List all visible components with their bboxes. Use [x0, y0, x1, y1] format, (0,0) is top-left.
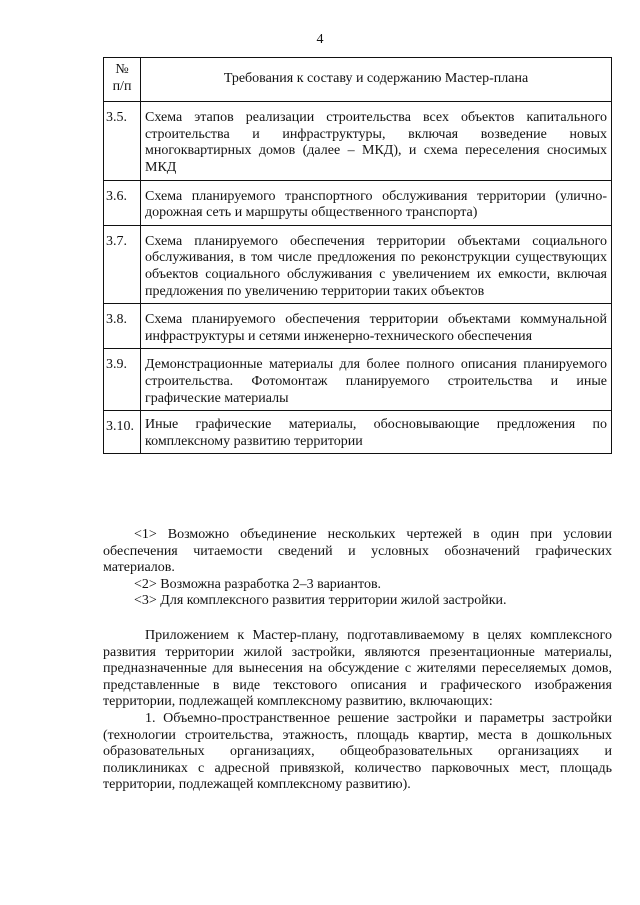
paragraph: 1. Объемно-пространственное решение застройки и параметры застройки (технологии строительства, этажность, площадь квартир, места в дошкольных образовательных организациях, общеобразовательных организациях и поликлиниках с адресной привязкой, количество парковочных мест, площадь территории, подлежащей комплексному развитию). [103, 710, 612, 793]
table-row [104, 225, 612, 303]
table-row [104, 411, 612, 454]
footnotes [103, 527, 612, 610]
row-text: Схема планируемого обеспечения территории объектами социального обслуживания, в том числе предложения по реконструкции существующих объектов социального обслуживания с увеличением их емкости, включая предложения по увеличению территории таких объектов [141, 225, 612, 303]
row-number: 3.10. [104, 411, 141, 454]
row-text: Иные графические материалы, обосновывающие предложения по комплексному развитию территории [141, 411, 612, 454]
page-number: 4 [316, 32, 324, 47]
row-text: Схема планируемого обеспечения территории объектами коммунальной инфраструктуры и сетями инженерно-технического обеспечения [141, 304, 612, 349]
header-title-cell: Требования к составу и содержанию Мастер-плана [141, 58, 612, 102]
row-number: 3.9. [104, 349, 141, 411]
body-text [103, 628, 612, 794]
row-number: 3.5. [104, 102, 141, 180]
table-row [104, 102, 612, 180]
table-row [104, 349, 612, 411]
table-row [104, 180, 612, 225]
row-number: 3.7. [104, 225, 141, 303]
row-text: Демонстрационные материалы для более полного описания планируемого строительства. Фотомонтаж планируемого строительства и иные графические материалы [141, 349, 612, 411]
table-row [104, 304, 612, 349]
paragraph: Приложением к Мастер-плану, подготавливаемому в целях комплексного развития территории жилой застройки, являются презентационные материалы, предназначенные для вынесения на обсуждение с жителями переселяемых домов, представленные в виде текстового описания и графического изображения территории, подлежащей комплексному развитию, включающих: [103, 628, 612, 710]
requirements-table [103, 57, 612, 454]
row-text: Схема этапов реализации строительства всех объектов капитального строительства и инфраструктуры, включая возведение новых многоквартирных домов (далее – МКД), и схема переселения сносимых МКД [141, 102, 612, 180]
header-number-cell: № п/п [104, 58, 141, 102]
table-header-row [104, 58, 612, 102]
footnote: <3> Для комплексного развития территории жилой застройки. [134, 593, 507, 609]
row-text: Схема планируемого транспортного обслуживания территории (улично-дорожная сеть и маршруты общественного транспорта) [141, 180, 612, 225]
footnote: <1> Возможно объединение нескольких чертежей в один при условии обеспечения читаемости сведений и условных обозначений графических материалов. [103, 527, 612, 576]
footnote: <2> Возможна разработка 2–3 вариантов. [134, 576, 382, 592]
row-number: 3.8. [104, 304, 141, 349]
row-number: 3.6. [104, 180, 141, 225]
